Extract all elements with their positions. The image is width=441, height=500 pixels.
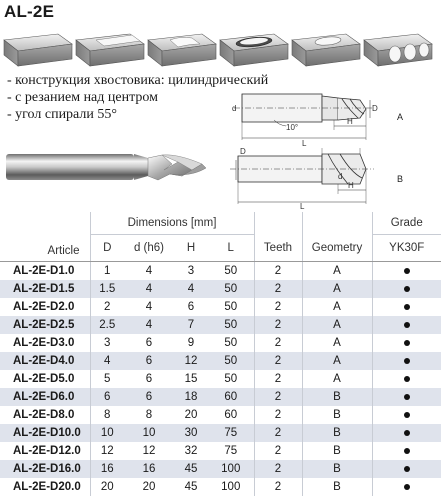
grade-availability-dot-icon: [372, 388, 441, 406]
dot-icon: [404, 394, 410, 400]
dot-icon: [404, 466, 410, 472]
table-row: [0, 298, 441, 316]
grade-availability-dot-icon: [372, 478, 441, 496]
cell-d: 6: [124, 352, 174, 370]
dot-icon: [404, 376, 410, 382]
cell-article: AL-2E-D20.0: [0, 478, 90, 496]
cell-d: 16: [124, 460, 174, 478]
table-row: [0, 388, 441, 406]
feature-item: - конструкция хвостовика: цилиндрический: [7, 73, 269, 88]
drawing-b-d-label: d: [338, 172, 343, 181]
dot-icon: [404, 484, 410, 490]
grade-availability-dot-icon: [372, 316, 441, 334]
cell-d: 12: [124, 442, 174, 460]
cell-geometry: B: [302, 460, 372, 478]
header-dimensions: Dimensions [mm]: [90, 212, 254, 235]
cell-L: 100: [208, 478, 254, 496]
cell-geometry: A: [302, 316, 372, 334]
dot-icon: [404, 448, 410, 454]
header-geometry-spacer: [302, 212, 372, 235]
grade-availability-dot-icon: [372, 261, 441, 280]
cell-D: 2: [90, 298, 124, 316]
cell-article: AL-2E-D1.5: [0, 280, 90, 298]
drawing-a-d-label: d: [232, 104, 237, 113]
table-row: [0, 334, 441, 352]
cell-L: 50: [208, 370, 254, 388]
cell-H: 45: [174, 460, 208, 478]
drawing-b-type: B: [397, 174, 404, 184]
header-d: d (h6): [124, 235, 174, 262]
cell-d: 4: [124, 316, 174, 334]
cell-geometry: B: [302, 424, 372, 442]
header-article-spacer: [0, 212, 90, 235]
cell-L: 50: [208, 280, 254, 298]
cell-teeth: 2: [254, 316, 302, 334]
spec-table-body: [0, 261, 441, 496]
cell-geometry: A: [302, 280, 372, 298]
cell-D: 12: [90, 442, 124, 460]
cell-d: 6: [124, 334, 174, 352]
table-row: [0, 406, 441, 424]
dot-icon: [404, 304, 410, 310]
cell-H: 15: [174, 370, 208, 388]
cell-teeth: 2: [254, 478, 302, 496]
table-row: [0, 316, 441, 334]
cell-L: 50: [208, 316, 254, 334]
cell-D: 20: [90, 478, 124, 496]
cell-D: 4: [90, 352, 124, 370]
cell-article: AL-2E-D1.0: [0, 261, 90, 280]
cell-L: 75: [208, 424, 254, 442]
cell-H: 30: [174, 424, 208, 442]
grade-availability-dot-icon: [372, 370, 441, 388]
dot-icon: [404, 430, 410, 436]
cell-H: 3: [174, 261, 208, 280]
drawing-type-b: [230, 148, 374, 204]
drawing-a-D-label: D: [372, 104, 378, 113]
grade-availability-dot-icon: [372, 280, 441, 298]
cell-article: AL-2E-D16.0: [0, 460, 90, 478]
drawing-type-a: [234, 94, 374, 140]
cell-L: 60: [208, 406, 254, 424]
cell-L: 50: [208, 261, 254, 280]
cell-d: 6: [124, 370, 174, 388]
cell-H: 32: [174, 442, 208, 460]
drawing-a-angle-label: 10°: [286, 123, 299, 132]
header-geometry: Geometry: [302, 235, 372, 262]
cell-d: 4: [124, 298, 174, 316]
cell-geometry: A: [302, 334, 372, 352]
cell-article: AL-2E-D3.0: [0, 334, 90, 352]
block-slot-icon: [148, 34, 216, 66]
cell-H: 9: [174, 334, 208, 352]
grade-availability-dot-icon: [372, 334, 441, 352]
product-title: AL-2E: [4, 2, 55, 21]
dot-icon: [404, 286, 410, 292]
cell-L: 50: [208, 334, 254, 352]
cell-geometry: B: [302, 406, 372, 424]
drawing-a-L-label: L: [302, 139, 307, 148]
dot-icon: [404, 358, 410, 364]
grade-availability-dot-icon: [372, 406, 441, 424]
dot-icon: [404, 412, 410, 418]
operation-icons: [0, 22, 441, 72]
block-flat-icon: [4, 34, 72, 66]
table-row: [0, 280, 441, 298]
grade-availability-dot-icon: [372, 298, 441, 316]
cell-teeth: 2: [254, 406, 302, 424]
grade-availability-dot-icon: [372, 442, 441, 460]
cell-L: 50: [208, 352, 254, 370]
cell-D: 5: [90, 370, 124, 388]
cell-article: AL-2E-D4.0: [0, 352, 90, 370]
dot-icon: [404, 322, 410, 328]
cell-L: 100: [208, 460, 254, 478]
cell-H: 7: [174, 316, 208, 334]
cell-geometry: A: [302, 261, 372, 280]
cell-d: 20: [124, 478, 174, 496]
drawing-a-H-label: H: [347, 117, 353, 126]
table-row: [0, 442, 441, 460]
cell-teeth: 2: [254, 261, 302, 280]
cell-teeth: 2: [254, 442, 302, 460]
drawing-b-H-label: H: [348, 181, 354, 190]
feature-item: - угол спирали 55°: [7, 107, 117, 122]
drawing-b-L-label: L: [300, 202, 305, 210]
cell-d: 8: [124, 406, 174, 424]
cell-L: 50: [208, 298, 254, 316]
block-shoulder-icon: [292, 34, 360, 66]
cell-teeth: 2: [254, 334, 302, 352]
block-holes-icon: [364, 34, 432, 66]
cell-article: AL-2E-D10.0: [0, 424, 90, 442]
cell-D: 6: [90, 388, 124, 406]
header-D: D: [90, 235, 124, 262]
block-step-icon: [76, 34, 144, 66]
cell-H: 18: [174, 388, 208, 406]
grade-availability-dot-icon: [372, 424, 441, 442]
header-article: Article: [0, 235, 90, 262]
header-grade: Grade: [372, 212, 441, 235]
technical-drawing: [214, 90, 441, 210]
spec-table: [0, 212, 441, 496]
cell-article: AL-2E-D5.0: [0, 370, 90, 388]
cell-geometry: B: [302, 442, 372, 460]
cell-D: 3: [90, 334, 124, 352]
cell-D: 1.5: [90, 280, 124, 298]
cell-H: 4: [174, 280, 208, 298]
table-row: [0, 352, 441, 370]
cell-geometry: A: [302, 352, 372, 370]
cell-D: 1: [90, 261, 124, 280]
cell-teeth: 2: [254, 280, 302, 298]
table-row: [0, 478, 441, 496]
cell-L: 60: [208, 388, 254, 406]
dot-icon: [404, 340, 410, 346]
cell-H: 45: [174, 478, 208, 496]
header-teeth-spacer: [254, 212, 302, 235]
cell-article: AL-2E-D6.0: [0, 388, 90, 406]
cell-teeth: 2: [254, 460, 302, 478]
cell-H: 12: [174, 352, 208, 370]
cell-D: 2.5: [90, 316, 124, 334]
header-H: H: [174, 235, 208, 262]
drawing-b-D-label: D: [240, 147, 246, 156]
cell-geometry: A: [302, 370, 372, 388]
cell-article: AL-2E-D2.0: [0, 298, 90, 316]
header-L: L: [208, 235, 254, 262]
cell-teeth: 2: [254, 388, 302, 406]
feature-item: - с резанием над центром: [7, 90, 158, 105]
header-teeth: Teeth: [254, 235, 302, 262]
cell-H: 6: [174, 298, 208, 316]
cell-geometry: B: [302, 388, 372, 406]
cell-geometry: A: [302, 298, 372, 316]
cell-d: 10: [124, 424, 174, 442]
grade-availability-dot-icon: [372, 460, 441, 478]
cell-teeth: 2: [254, 370, 302, 388]
block-pocket-icon: [220, 34, 288, 66]
cell-teeth: 2: [254, 298, 302, 316]
table-row: [0, 370, 441, 388]
cell-teeth: 2: [254, 352, 302, 370]
dot-icon: [404, 268, 410, 274]
cell-d: 4: [124, 280, 174, 298]
cell-article: AL-2E-D8.0: [0, 406, 90, 424]
drawing-a-type: A: [397, 112, 404, 122]
cell-article: AL-2E-D2.5: [0, 316, 90, 334]
cell-article: AL-2E-D12.0: [0, 442, 90, 460]
table-row: [0, 460, 441, 478]
cell-d: 6: [124, 388, 174, 406]
cell-D: 16: [90, 460, 124, 478]
header-grade-name: YK30F: [372, 235, 441, 262]
cell-d: 4: [124, 261, 174, 280]
cell-teeth: 2: [254, 424, 302, 442]
table-row: [0, 424, 441, 442]
cell-H: 20: [174, 406, 208, 424]
cell-D: 8: [90, 406, 124, 424]
grade-availability-dot-icon: [372, 352, 441, 370]
cell-geometry: B: [302, 478, 372, 496]
table-row: [0, 261, 441, 280]
cell-L: 75: [208, 442, 254, 460]
end-mill-photo-icon: [2, 140, 212, 198]
cell-D: 10: [90, 424, 124, 442]
